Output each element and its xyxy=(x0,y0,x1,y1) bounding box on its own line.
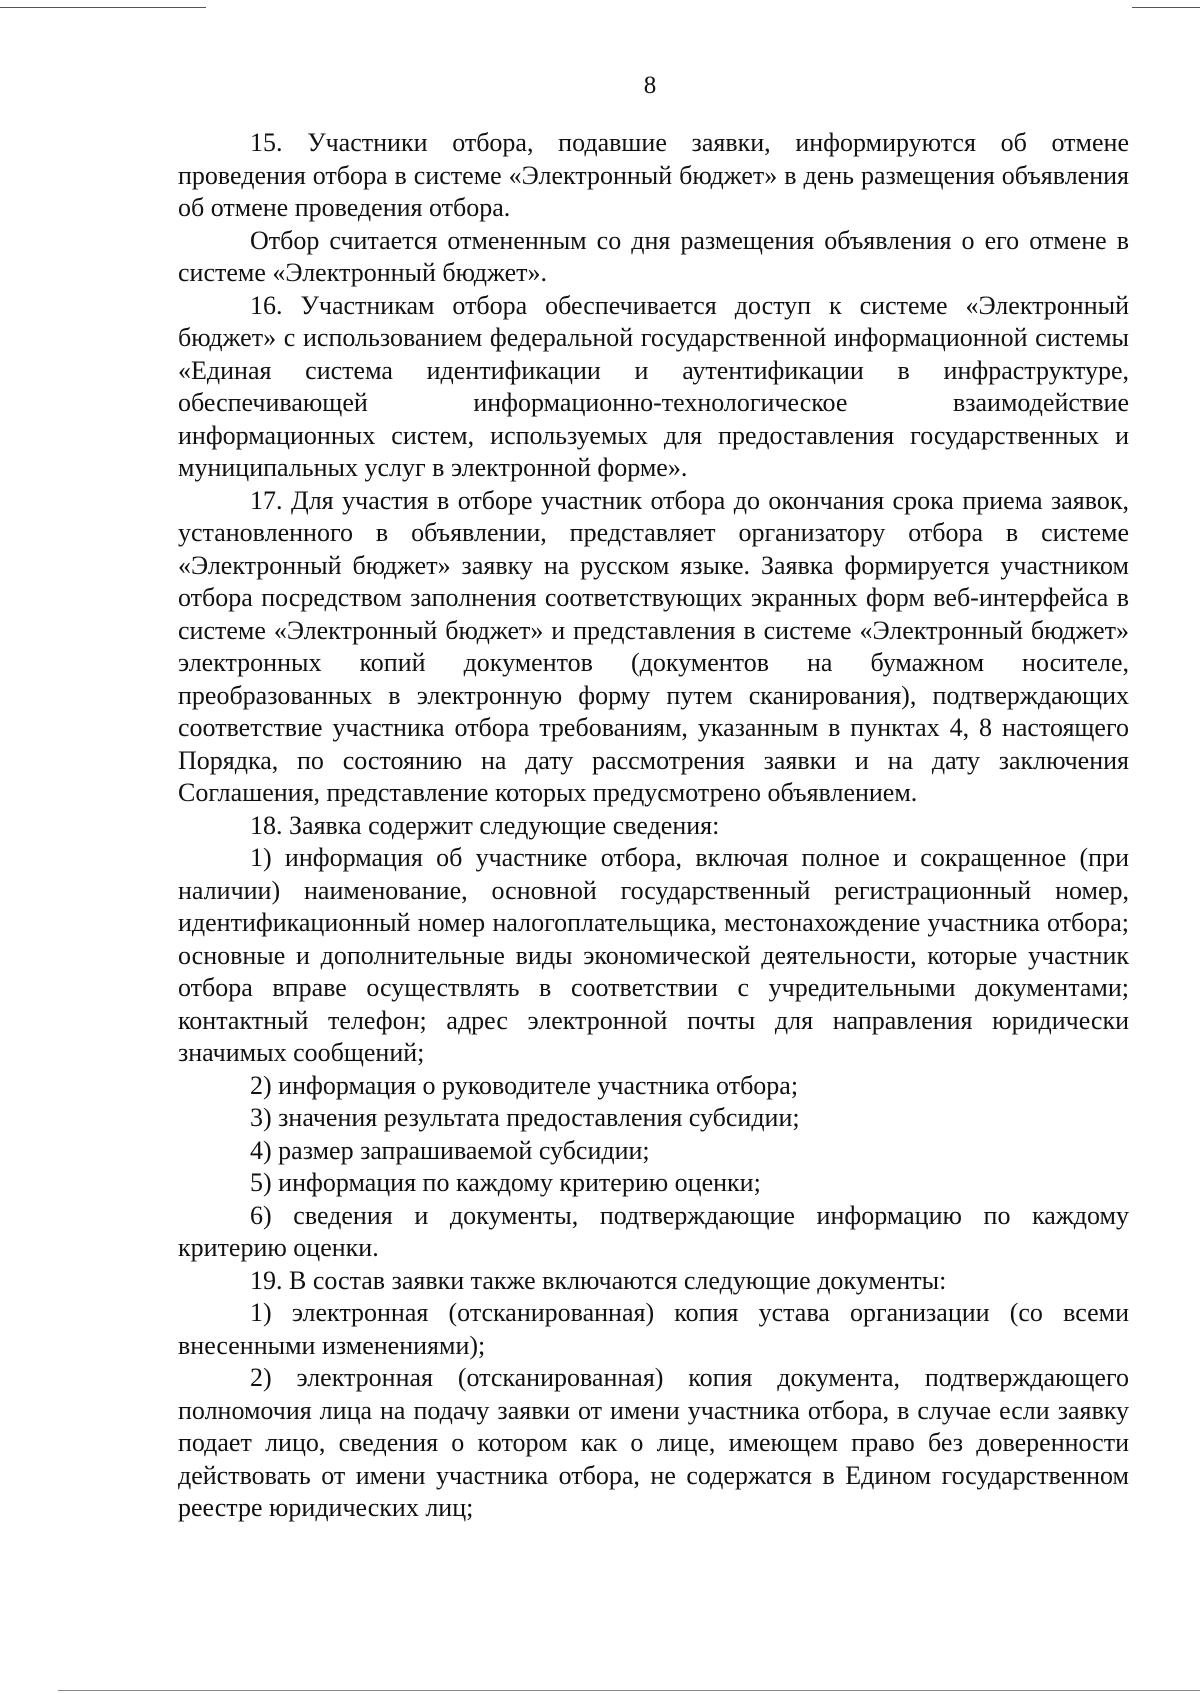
paragraph-19-item-1: 1) электронная (отсканированная) копия устава организации (со всеми внесенными изменениями); xyxy=(178,1298,1129,1360)
paragraph-17: 17. Для участия в отборе участник отбора до окончания срока приема заявок, установленного в объявлении, представляет организатору отбора в системе «Электронный бюджет» заявку на русском языке. Заявка формируется участником отбора посредством заполнения соответствующих экранных форм веб-интерфейса в системе «Электронный бюджет» и представления в системе «Электронный бюджет» электронных копий документов (документов на бумажном носителе, преобразованных в электронную форму путем сканирования), подтверждающих соответствие участника отбора требованиям, указанным в пунктах 4, 8 настоящего Порядка, по состоянию на дату рассмотрения заявки и на дату заключения Соглашения, представление которых предусмотрено объявлением. xyxy=(178,485,1129,807)
scan-edge-line xyxy=(58,1690,1200,1691)
paragraph-18-item-3: 3) значения результата предоставления субсидии; xyxy=(250,1103,800,1132)
paragraph-18-item-4: 4) размер запрашиваемой субсидии; xyxy=(250,1135,650,1165)
paragraph-15: 15. Участники отбора, подавшие заявки, информируются об отмене проведения отбора в системе «Электронный бюджет» в день размещения объявления об отмене проведения отбора. xyxy=(178,128,1129,222)
document-body xyxy=(178,127,1129,1525)
paragraph-18-item-5: 5) информация по каждому критерию оценки; xyxy=(250,1168,761,1197)
scan-edge-line xyxy=(0,7,206,8)
page-number: 8 xyxy=(643,72,657,99)
paragraph-19-item-2: 2) электронная (отсканированная) копия документа, подтверждающего полномочия лица на подачу заявки от имени участника отбора, в случае если заявку подает лицо, сведения о котором как о лице, имеющем право без доверенности действовать от имени участника отбора, не содержатся в Едином государственном реестре юридических лиц; xyxy=(178,1363,1129,1522)
paragraph-15-cancellation: Отбор считается отмененным со дня размещения объявления о его отмене в системе «Электронный бюджет». xyxy=(178,225,1129,287)
paragraph-19: 19. В состав заявки также включаются следующие документы: xyxy=(250,1265,947,1295)
paragraph-16: 16. Участникам отбора обеспечивается доступ к системе «Электронный бюджет» с использованием федеральной государственной информационной системы «Единая система идентификации и аутентификации в инфраструктуре, обеспечивающей информационно-технологическое взаимодействие информационных систем, используемых для предоставления государственных и муниципальных услуг в электронной форме». xyxy=(178,290,1129,482)
paragraph-18-item-6: 6) сведения и документы, подтверждающие информацию по каждому критерию оценки. xyxy=(178,1200,1129,1262)
paragraph-18: 18. Заявка содержит следующие сведения: xyxy=(250,810,720,840)
scan-edge-line xyxy=(1132,7,1200,8)
paragraph-18-item-2: 2) информация о руководителе участника отбора; xyxy=(250,1070,799,1100)
paragraph-18-item-1: 1) информация об участнике отбора, включая полное и сокращенное (при наличии) наименование, основной государственный регистрационный номер, идентификационный номер налогоплательщика, местонахождение участника отбора; основные и дополнительные виды экономической деятельности, которые участник отбора вправе осуществлять в соответствии с учредительными документами; контактный телефон; адрес электронной почты для направления юридически значимых сообщений; xyxy=(178,843,1129,1067)
